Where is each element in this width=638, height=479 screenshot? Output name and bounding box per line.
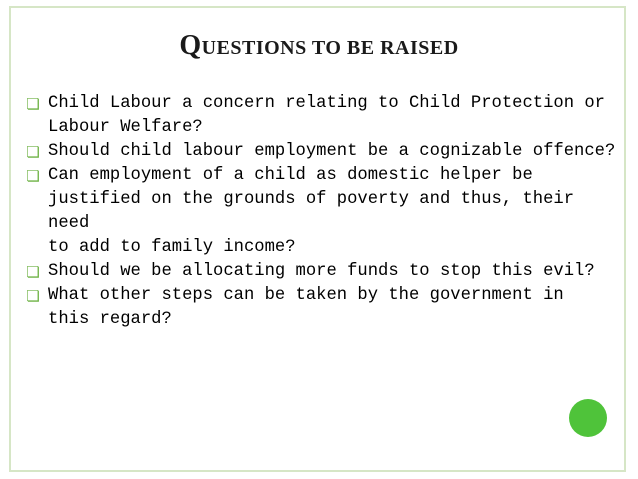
- green-circle-decoration: [569, 399, 607, 437]
- bullet-text-line: What other steps can be taken by the government in: [48, 286, 564, 305]
- bullet-marker-icon: ❏: [26, 167, 40, 185]
- bullet-item: [24, 260, 624, 284]
- title-first-letter: Q: [179, 30, 202, 61]
- bullet-marker-icon: ❏: [26, 143, 40, 161]
- bullet-text-line: this regard?: [48, 310, 172, 329]
- bullet-item: [24, 92, 624, 140]
- bullet-text-line: Should we be allocating more funds to stop this evil?: [48, 262, 595, 281]
- bullet-text-line: Should child labour employment be a cognizable offence?: [48, 142, 616, 161]
- bullet-marker-icon: ❏: [26, 263, 40, 281]
- bullet-item: [24, 164, 624, 260]
- bullet-text-line: Child Labour a concern relating to Child Protection or: [48, 94, 605, 113]
- bullet-list: [24, 92, 624, 332]
- bullet-text-line: justified on the grounds of poverty and thus, their need: [48, 190, 575, 233]
- bullet-text-line: Can employment of a child as domestic helper be: [48, 166, 533, 185]
- bullet-marker-icon: ❏: [26, 95, 40, 113]
- slide-title: [0, 30, 638, 62]
- bullet-item: [24, 140, 624, 164]
- bullet-item: [24, 284, 624, 332]
- bullet-marker-icon: ❏: [26, 287, 40, 305]
- title-rest: UESTIONS TO BE RAISED: [201, 37, 459, 59]
- bullet-text-line: to add to family income?: [48, 238, 296, 257]
- bullet-text-line: Labour Welfare?: [48, 118, 203, 137]
